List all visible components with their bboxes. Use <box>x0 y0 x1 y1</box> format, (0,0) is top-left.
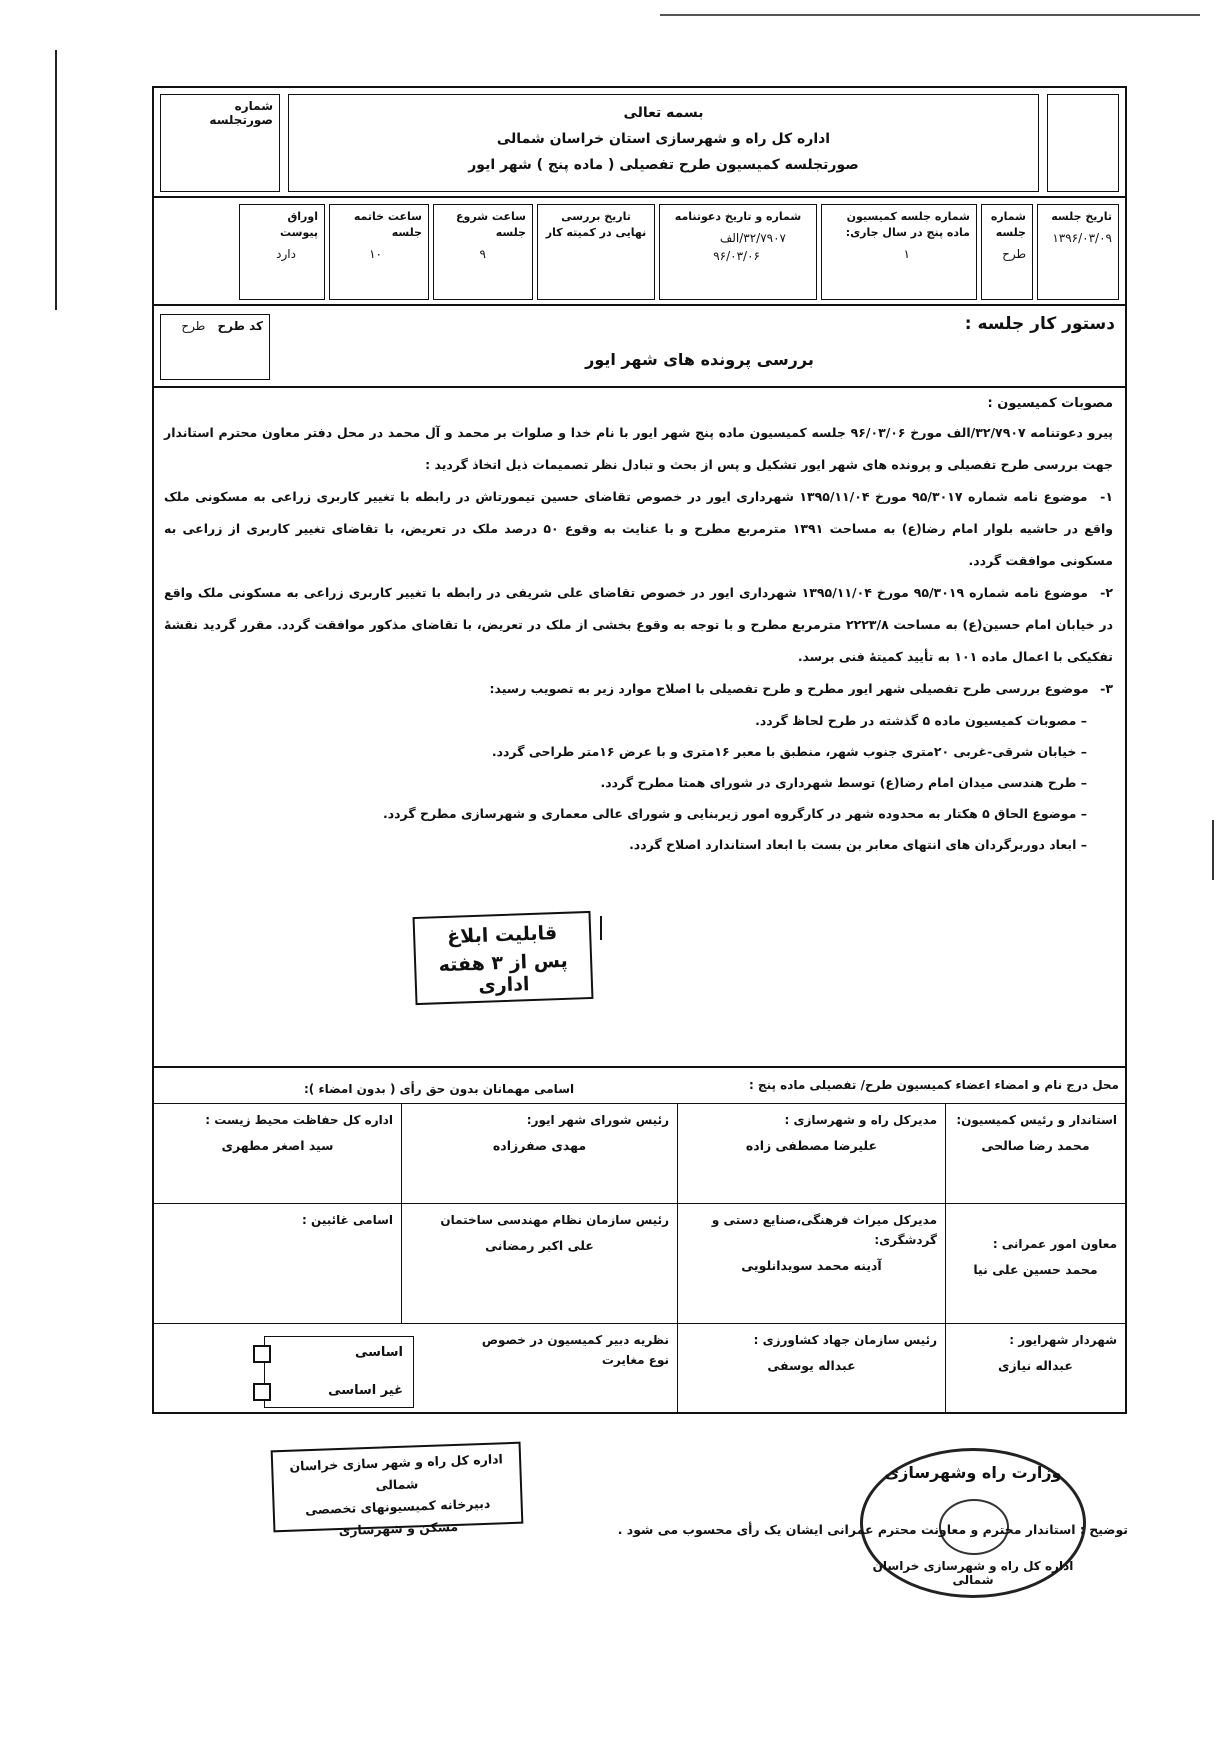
resolution-item-2-number: ۲- <box>1100 585 1113 600</box>
member-governor-title: استاندار و رئیس کمیسیون: <box>956 1113 1117 1127</box>
resolutions-section <box>154 388 1125 1068</box>
resolution-bullet: – ابعاد دوربرگردان های انتهای معابر بن بست با ابعاد استاندارد اصلاح گردد. <box>164 829 1113 860</box>
form-header <box>154 88 1125 198</box>
member-engineering <box>401 1204 677 1324</box>
meta-invitation-label: شماره و تاریخ دعوتنامه <box>674 210 802 223</box>
meta-end-time-label: ساعت خاتمه جلسه <box>353 210 422 239</box>
member-mayor-name: عبداله نیازی <box>998 1358 1073 1373</box>
resolution-bullet: – موضوع الحاق ۵ هکتار به محدوده شهر در کارگروه امور زیربنایی و شورای عالی معماری و شهرسازی مطرح گردد. <box>164 798 1113 829</box>
secretariat-stamp-line-2: دبیرخانه کمیسیونهای تخصصی <box>304 1495 491 1518</box>
member-roads <box>677 1104 945 1204</box>
members-grid <box>154 1104 1125 1412</box>
meta-invitation-value-2: ۹۶/۰۳/۰۶ <box>713 249 760 263</box>
minutes-number-box <box>160 94 280 192</box>
resolutions-title: مصوبات کمیسیون : <box>987 396 1113 411</box>
header-line-2: اداره کل راه و شهرسازی استان خراسان شمالی <box>496 131 831 147</box>
member-council <box>401 1104 677 1204</box>
stamp-mark <box>600 916 602 940</box>
meta-commission-no-value: ۱ <box>903 247 910 261</box>
member-mayor-title: شهردار شهرایور : <box>1009 1333 1117 1347</box>
meta-end-time <box>329 204 429 300</box>
plan-code-value: طرح <box>181 319 206 333</box>
meta-session-no-label: شماره جلسه <box>990 210 1026 239</box>
meta-start-time <box>433 204 533 300</box>
header-empty-box <box>1047 94 1119 192</box>
notification-stamp-line-1: قابلیت ابلاغ <box>446 922 558 948</box>
meta-date <box>1037 204 1119 300</box>
meta-attachments <box>239 204 325 300</box>
member-heritage-name: آدینه محمد سویدانلویی <box>741 1258 882 1273</box>
resolution-item-1 <box>164 481 1113 577</box>
discrepancy-type-box <box>264 1336 414 1408</box>
member-environment-title: اداره کل حفاظت محیط زیست : <box>205 1113 393 1127</box>
member-roads-title: مدیرکل راه و شهرسازی : <box>784 1113 937 1127</box>
header-title-box <box>288 94 1039 192</box>
meta-date-label: تاریخ جلسه <box>1051 210 1112 223</box>
meta-end-time-value: ۱۰ <box>369 247 382 261</box>
member-deputy-name: محمد حسین علی نیا <box>973 1262 1098 1277</box>
member-agriculture <box>677 1324 945 1412</box>
member-heritage <box>677 1204 945 1324</box>
agenda-title: دستور کار جلسه : <box>964 314 1115 334</box>
agenda-section <box>154 306 1125 388</box>
meta-session-no-value: طرح <box>1002 247 1026 261</box>
resolution-item-2-text: موضوع نامه شماره ۹۵/۳۰۱۹ مورخ ۱۳۹۵/۱۱/۰۴ شهرداری ایور در خصوص تقاضای علی شریفی در رابطه با تغییر کاربری زراعی به مسکونی ملک واقع در خیابان امام حسین(ع) به مساحت ۲۲۲۳/۸ مترمربع مطرح و با توجه به وقوع بخشی از ملک در تعریض، با تقاضای مذکور موافقت گردد. مقرر گردید نقشهٔ تفکیکی با اعمال ماده ۱۰۱ به تأیید کمیتهٔ فنی برسد. <box>164 585 1113 664</box>
member-deputy-title: معاون امور عمرانی : <box>992 1237 1117 1251</box>
resolution-item-2 <box>164 577 1113 673</box>
minutes-form <box>152 86 1127 1414</box>
check-basic-checkbox[interactable] <box>253 1345 271 1363</box>
check-nonbasic-checkbox[interactable] <box>253 1383 271 1401</box>
meta-commission-no-label: شماره جلسه کمیسیون ماده پنج در سال جاری: <box>845 210 970 239</box>
resolution-bullet: – خیابان شرقی-غربی ۲۰متری جنوب شهر، منطبق با معبر ۱۶متری و با عرض ۱۶متر طراحی گردد. <box>164 736 1113 767</box>
meta-attachments-label: اوراق پیوست <box>280 210 318 239</box>
resolution-item-3-number: ۳- <box>1100 681 1113 696</box>
notification-stamp <box>413 911 594 1005</box>
meta-row <box>154 198 1125 306</box>
member-council-name: مهدی صفرزاده <box>492 1138 587 1153</box>
resolution-item-1-number: ۱- <box>1100 489 1113 504</box>
meta-final-review <box>537 204 655 300</box>
secretariat-stamp <box>271 1442 524 1539</box>
meta-start-time-value: ۹ <box>479 247 486 261</box>
footer-note: توضیح : استاندار محترم و معاونت محترم عمرانی ایشان یک رأی محسوب می شود . <box>617 1522 1128 1537</box>
member-governor-name: محمد رضا صالحی <box>981 1138 1090 1153</box>
member-heritage-title: مدیرکل میراث فرهنگی،صنایع دستی و گردشگری: <box>711 1213 937 1247</box>
members-header-right: محل درج نام و امضاء اعضاء کمیسیون طرح/ تفصیلی ماده پنج : <box>748 1078 1119 1092</box>
member-governor <box>945 1104 1125 1204</box>
member-agriculture-name: عبداله یوسفی <box>767 1358 856 1373</box>
meta-session-no <box>981 204 1033 300</box>
check-basic-label: اساسی <box>354 1345 403 1360</box>
secretariat-stamp-line-1: اداره کل راه و شهر سازی خراسان شمالی <box>289 1451 504 1493</box>
meta-invitation-value-1: ۳۲/۷۹۰۷/الف <box>719 231 786 245</box>
scan-edge-line <box>1212 820 1214 880</box>
minutes-number-label: شماره صورتجلسه <box>209 99 273 127</box>
scan-edge-line <box>55 50 57 310</box>
resolutions-intro: پیرو دعوتنامه ۳۲/۷۹۰۷/الف مورخ ۹۶/۰۳/۰۶ جلسه کمیسیون ماده پنج شهر ایور با نام خدا و صلوات بر محمد و آل محمد در محل دفتر معاون محترم استاندار جهت بررسی طرح تفصیلی و پرونده های شهر ایور تشکیل و پس از بحث و تبادل نظر تصمیمات ذیل اتخاذ گردید : <box>164 425 1113 472</box>
resolution-item-1-text: موضوع نامه شماره ۹۵/۳۰۱۷ مورخ ۱۳۹۵/۱۱/۰۴ شهرداری ایور در خصوص تقاضای حسین تیمورتاش در رابطه با تغییر کاربری زراعی به مسکونی ملک واقع در حاشیه بلوار امام رضا(ع) به مساحت ۱۳۹۱ مترمربع مطرح و با عنایت به وقوع ۵۰ درصد ملک در تعریض، با تقاضای تغییر کاربری از زراعی به مسکونی موافقت گردد. <box>164 489 1114 568</box>
member-roads-name: علیرضا مصطفی زاده <box>745 1138 878 1153</box>
member-environment <box>154 1104 401 1204</box>
resolution-item-3-text: موضوع بررسی طرح تفصیلی شهر ایور مطرح و طرح تفصیلی با اصلاح موارد زیر به تصویب رسید: <box>489 681 1089 696</box>
notification-stamp-line-2: پس از ۳ هفته اداری <box>438 949 569 997</box>
absentees-title: اسامی غائبین : <box>302 1213 393 1227</box>
meta-final-review-label: تاریخ بررسی نهایی در کمیته کار <box>545 210 647 239</box>
resolution-bullet: – طرح هندسی میدان امام رضا(ع) توسط شهرداری در شورای همتا مطرح گردد. <box>164 767 1113 798</box>
scan-edge-line <box>660 14 1200 16</box>
absentees <box>154 1204 401 1324</box>
member-mayor <box>945 1324 1125 1412</box>
resolution-item-3 <box>164 673 1113 705</box>
ministry-seal-bottom: اداره کل راه و شهرسازی خراسان شمالی <box>872 1559 1074 1587</box>
members-header-left: اسامی مهمانان بدون حق رأی ( بدون امضاء ): <box>304 1082 575 1096</box>
check-nonbasic-label: غیر اساسی <box>328 1383 403 1398</box>
plan-code-label: کد طرح <box>217 319 263 333</box>
secretary-opinion-title: نظریه دبیر کمیسیون در خصوص نوع مغایرت <box>481 1333 669 1367</box>
secretary-opinion <box>154 1324 677 1412</box>
members-header <box>154 1068 1125 1104</box>
member-agriculture-title: رئیس سازمان جهاد کشاورزی : <box>753 1333 937 1347</box>
plan-code-box <box>160 314 270 380</box>
secretariat-stamp-line-3: مسکن و شهرسازی <box>338 1518 459 1539</box>
member-engineering-title: رئیس سازمان نظام مهندسی ساختمان <box>440 1213 669 1227</box>
meta-invitation <box>659 204 817 300</box>
member-engineering-name: علی اکبر رمضانی <box>485 1238 594 1253</box>
meta-commission-no <box>821 204 977 300</box>
member-council-title: رئیس شورای شهر ایور: <box>526 1113 669 1127</box>
meta-attachments-value: دارد <box>276 247 296 261</box>
member-deputy <box>945 1204 1125 1324</box>
meta-date-value: ۱۳۹۶/۰۳/۰۹ <box>1052 231 1112 245</box>
header-line-1: بسمه تعالی <box>623 105 704 121</box>
member-environment-name: سید اصغر مطهری <box>221 1138 334 1153</box>
meta-start-time-label: ساعت شروع جلسه <box>456 210 526 239</box>
ministry-seal-top: وزارت راه وشهرسازی <box>884 1463 1062 1482</box>
agenda-subject: بررسی پرونده های شهر ایور <box>585 350 814 369</box>
resolution-bullet: – مصوبات کمیسیون ماده ۵ گذشته در طرح لحاظ گردد. <box>164 705 1113 736</box>
header-line-3: صورتجلسه کمیسیون طرح تفصیلی ( ماده پنج ) شهر ایور <box>468 157 859 173</box>
